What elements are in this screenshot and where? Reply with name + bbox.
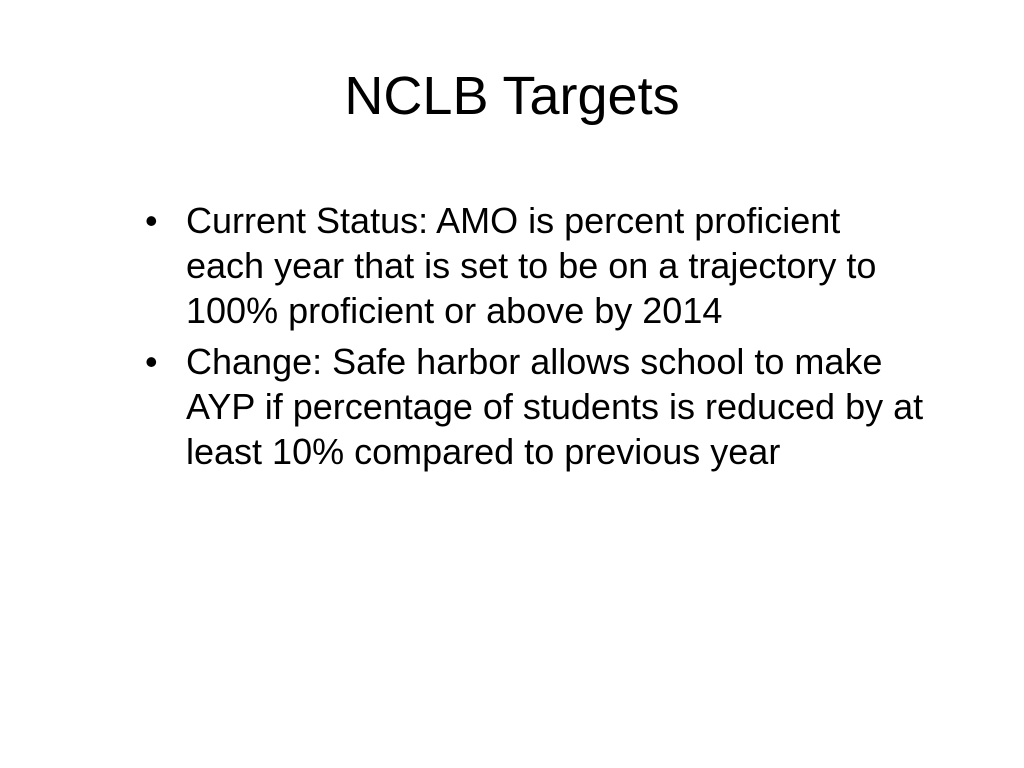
slide-title: NCLB Targets (344, 66, 680, 126)
bullet-item (145, 339, 925, 474)
bullet-dot-icon: • (145, 200, 158, 241)
bullet-text-change: Change: Safe harbor allows school to make AYP if percentage of students is reduced by at least 10% compared to previous year (186, 341, 924, 472)
bullet-item (145, 198, 925, 333)
bullet-text-current-status: Current Status: AMO is percent proficient each year that is set to be on a trajectory to 100% proficient or above by 2014 (186, 200, 877, 331)
bullet-list (145, 198, 925, 480)
bullet-dot-icon: • (145, 341, 158, 382)
